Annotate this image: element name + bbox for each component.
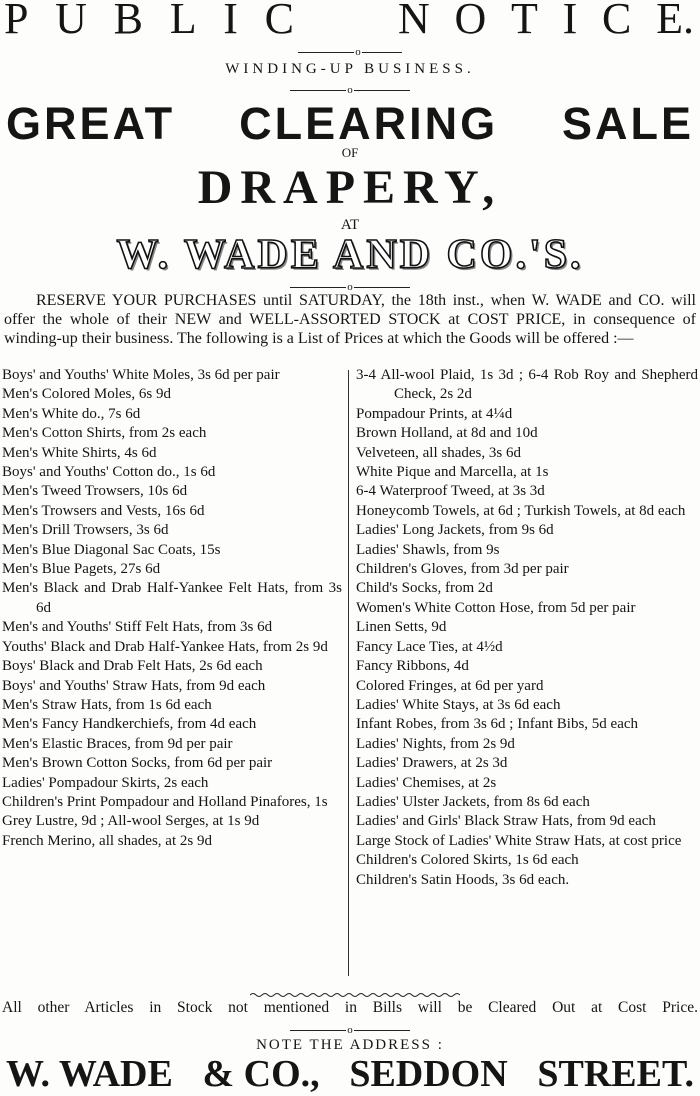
price-list-item: Fancy Lace Ties, at 4½d <box>356 638 503 655</box>
address-firm: W. WADE <box>6 1053 173 1095</box>
price-list-item: Men's Blue Diagonal Sac Coats, 15s <box>2 541 221 558</box>
price-list-item: 3-4 All-wool Plaid, 1s 3d ; 6-4 Rob Roy and Shepherd Check, 2s 2d <box>356 367 698 403</box>
address-co: & CO., <box>202 1053 320 1095</box>
heading-notice: N O T I C E. <box>398 0 694 43</box>
price-list-item: Ladies' and Girls' Black Straw Hats, from 9d each <box>356 813 656 830</box>
price-list-item: Ladies' Drawers, at 2s 3d <box>356 755 508 772</box>
price-list-item: White Pique and Marcella, at 1s <box>356 464 549 481</box>
firm-name-ornamental: W. WADE AND CO.'S. <box>116 232 584 278</box>
price-list-item: Ladies' Pompadour Skirts, 2s each <box>2 774 209 791</box>
price-list-item: Ladies' Chemises, at 2s <box>356 774 497 791</box>
price-list-item: French Merino, all shades, at 2s 9d <box>2 832 212 849</box>
title-of: OF <box>341 145 359 160</box>
price-list-item: Colored Fringes, at 6d per yard <box>356 677 544 694</box>
price-list-right-column <box>356 366 698 890</box>
price-list-item: Men's Tweed Trowsers, 10s 6d <box>2 483 188 500</box>
address-seddon: SEDDON <box>349 1053 508 1095</box>
price-list-item: Men's Straw Hats, from 1s 6d each <box>2 696 212 713</box>
price-list-item: Men's Trowsers and Vests, 16s 6d <box>2 502 205 519</box>
great-clearing-sale-title <box>0 98 700 150</box>
divider-rule: o <box>0 46 700 58</box>
price-list-item: Women's White Cotton Hose, from 5d per pair <box>356 599 636 616</box>
divider-rule: o <box>0 281 700 293</box>
price-list-item: Men's Fancy Handkerchiefs, from 4d each <box>2 716 257 733</box>
price-list-item: Boys' Black and Drab Felt Hats, 2s 6d each <box>2 658 263 675</box>
address-line <box>0 1052 700 1096</box>
price-list-item: Men's Blue Pagets, 27s 6d <box>2 561 161 578</box>
price-list-item: Fancy Ribbons, 4d <box>356 658 469 675</box>
price-list-left-column <box>2 366 342 851</box>
price-list-item: Ladies' Long Jackets, from 9s 6d <box>356 522 554 539</box>
price-list-item: Men's Black and Drab Half-Yankee Felt Hats, from 3s 6d <box>2 580 342 616</box>
title-great: GREAT <box>6 98 176 149</box>
divider-rule: o <box>0 1024 700 1036</box>
price-list-item: Ladies' Shawls, from 9s <box>356 541 500 558</box>
price-list-item: Grey Lustre, 9d ; All-wool Serges, at 1s 9d <box>2 813 260 830</box>
title-clearing: CLEARING <box>239 98 499 149</box>
winding-up-subheading: WINDING-UP BUSINESS. <box>225 61 475 77</box>
price-list-item: Children's Print Pompadour and Holland Pinafores, 1s <box>2 793 328 810</box>
price-list-item: Linen Setts, 9d <box>356 619 447 636</box>
price-list-item: 6-4 Waterproof Tweed, at 3s 3d <box>356 483 545 500</box>
price-list-item: Child's Socks, from 2d <box>356 580 493 597</box>
price-list-item: Boys' and Youths' White Moles, 3s 6d per pair <box>2 367 280 383</box>
price-list-item: Children's Colored Skirts, 1s 6d each <box>356 852 579 869</box>
title-sale: SALE <box>561 98 694 149</box>
price-list-item: Children's Gloves, from 3d per pair <box>356 561 569 578</box>
price-list-item: Large Stock of Ladies' White Straw Hats, at cost price <box>356 832 682 849</box>
price-list-item: Boys' and Youths' Straw Hats, from 9d each <box>2 677 266 694</box>
public-notice-heading <box>0 0 700 42</box>
title-at: AT <box>340 217 360 233</box>
intro-paragraph <box>4 291 696 348</box>
price-list-item: Boys' and Youths' Cotton do., 1s 6d <box>2 464 216 481</box>
column-divider <box>348 370 349 976</box>
heading-public: P U B L I C <box>4 0 294 43</box>
price-list-item: Children's Satin Hoods, 3s 6d each. <box>356 871 570 888</box>
price-list-item: Men's White do., 7s 6d <box>2 405 141 422</box>
price-list-item: Ladies' Nights, from 2s 9d <box>356 735 515 752</box>
price-list-item: Ladies' Ulster Jackets, from 8s 6d each <box>356 793 590 810</box>
price-list-item: Youths' Black and Drab Half-Yankee Hats, from 2s 9d <box>2 638 328 655</box>
price-list-item: Brown Holland, at 8d and 10d <box>356 425 538 442</box>
price-list-item: Men's Cotton Shirts, from 2s each <box>2 425 207 442</box>
intro-text: RESERVE YOUR PURCHASES until SATURDAY, the 18th inst., when W. WADE and CO. will offer the whole of their NEW and WELL-ASSORTED STOCK at COST PRICE, in consequence of winding-up their business. The following is a List of Prices at which the Goods will be offered :— <box>4 292 696 347</box>
price-list-item: Infant Robes, from 3s 6d ; Infant Bibs, 5d each <box>356 716 639 733</box>
price-list <box>0 366 700 984</box>
price-list-item: Men's Brown Cotton Socks, from 6d per pair <box>2 755 273 772</box>
price-list-item: Men's Drill Trowsers, 3s 6d <box>2 522 169 539</box>
price-list-item: Pompadour Prints, at 4¼d <box>356 405 513 422</box>
address-street: STREET. <box>537 1053 694 1095</box>
price-list-item: Men's Elastic Braces, from 9d per pair <box>2 735 233 752</box>
price-list-item: Honeycomb Towels, at 6d ; Turkish Towels, at 8d each <box>356 502 686 519</box>
drapery-title: DRAPERY, <box>197 161 503 214</box>
divider-rule: o <box>0 84 700 96</box>
price-list-item: Velveteen, all shades, 3s 6d <box>356 444 521 461</box>
price-list-item: Men's Colored Moles, 6s 9d <box>2 386 171 403</box>
note-the-address: NOTE THE ADDRESS : <box>256 1037 444 1053</box>
price-list-item: Men's and Youths' Stiff Felt Hats, from 3s 6d <box>2 619 273 636</box>
other-articles-note: All other Articles in Stock not mentioned in Bills will be Cleared Out at Cost Price. <box>2 999 698 1016</box>
price-list-item: Men's White Shirts, 4s 6d <box>2 444 157 461</box>
price-list-item: Ladies' White Stays, at 3s 6d each <box>356 696 561 713</box>
